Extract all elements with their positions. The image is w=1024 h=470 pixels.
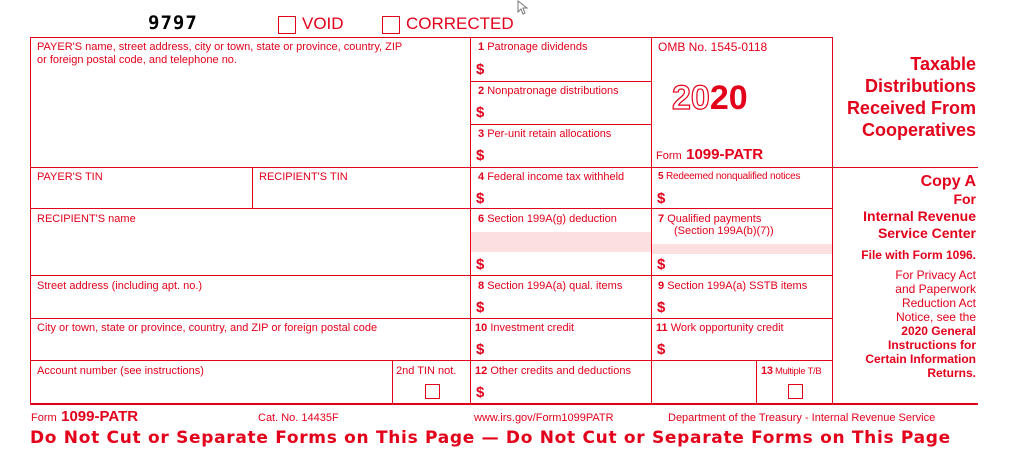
footer-warning: Do Not Cut or Separate Forms on This Page — Do Not Cut or Separate Forms on This Page	[30, 428, 951, 448]
box8-label: 8 Section 199A(a) qual. items	[478, 280, 623, 292]
city-label: City or town, state or province, country, and ZIP or foreign postal code	[37, 322, 378, 334]
box9-dollar: $	[657, 299, 666, 316]
box10-dollar: $	[476, 341, 485, 358]
box7-dollar: $	[657, 256, 666, 273]
box8-input[interactable]	[492, 299, 642, 315]
box10-input[interactable]	[492, 341, 642, 357]
form-title: Taxable Distributions Received From Cooperatives	[846, 54, 976, 140]
box8-dollar: $	[476, 299, 485, 316]
void-checkbox[interactable]	[278, 16, 296, 34]
second-tin-label: 2nd TIN not.	[396, 365, 457, 377]
account-label: Account number (see instructions)	[37, 365, 204, 377]
form-code: 9797	[148, 12, 198, 34]
footer-url[interactable]: www.irs.gov/Form1099PATR	[474, 412, 614, 424]
box1-label: 1 Patronage dividends	[478, 41, 588, 53]
payer-label-line1: PAYER'S name, street address, city or town, state or province, country, ZIP	[37, 41, 403, 53]
box13-checkbox[interactable]	[788, 384, 803, 399]
void-label: VOID	[302, 14, 344, 33]
box12-dollar: $	[476, 384, 485, 401]
city-input[interactable]	[37, 338, 462, 356]
account-input[interactable]	[37, 381, 387, 399]
omb-number: OMB No. 1545-0118	[658, 40, 768, 54]
payer-tin-label: PAYER'S TIN	[37, 171, 103, 183]
box13-label: 13 Multiple T/B	[761, 365, 822, 377]
form-name: Form 1099-PATR	[656, 146, 764, 163]
corrected-checkbox[interactable]	[382, 16, 400, 34]
box7-label: 7 Qualified payments (Section 199A(b)(7))	[658, 213, 774, 237]
box5-input[interactable]	[673, 190, 823, 206]
box12-input[interactable]	[492, 384, 747, 400]
footer-form-name: Form 1099-PATR	[31, 408, 139, 425]
box4-input[interactable]	[492, 190, 642, 206]
box6-input[interactable]	[492, 256, 642, 272]
box3-label: 3 Per-unit retain allocations	[478, 128, 612, 140]
payer-tin-input[interactable]	[37, 186, 242, 204]
box3-dollar: $	[476, 147, 485, 164]
box10-label: 10 Investment credit	[475, 322, 575, 334]
recipient-tin-label: RECIPIENT'S TIN	[259, 171, 348, 183]
street-label: Street address (including apt. no.)	[37, 280, 203, 292]
recipient-name-label: RECIPIENT'S name	[37, 213, 136, 225]
box1-input[interactable]	[492, 62, 642, 78]
box9-label: 9 Section 199A(a) SSTB items	[658, 280, 808, 292]
payer-label-line2: or foreign postal code, and telephone no.	[37, 54, 237, 66]
box2-dollar: $	[476, 104, 485, 121]
footer-dept: Department of the Treasury - Internal Revenue Service	[668, 412, 936, 424]
mouse-cursor-icon	[517, 0, 531, 16]
box11-dollar: $	[657, 341, 666, 358]
payer-field[interactable]	[37, 70, 462, 160]
box4-label: 4 Federal income tax withheld	[478, 171, 625, 183]
box2-label: 2 Nonpatronage distributions	[478, 85, 619, 97]
box12-label: 12 Other credits and deductions	[475, 365, 631, 377]
box11-label: 11 Work opportunity credit	[656, 322, 784, 334]
box6-label: 6 Section 199A(g) deduction	[478, 213, 617, 225]
second-tin-checkbox[interactable]	[425, 384, 440, 399]
box9-input[interactable]	[673, 299, 823, 315]
box7-shade	[652, 244, 832, 254]
box2-input[interactable]	[492, 105, 642, 121]
box5-dollar: $	[657, 190, 666, 207]
tax-year: 2020	[672, 79, 748, 117]
box7-input[interactable]	[673, 256, 823, 272]
street-input[interactable]	[37, 296, 462, 314]
recipient-tin-input[interactable]	[259, 186, 464, 204]
box3-input[interactable]	[492, 148, 642, 164]
box11-input[interactable]	[673, 341, 823, 357]
box6-shade	[471, 232, 651, 252]
recipient-name-input[interactable]	[37, 230, 462, 270]
box6-dollar: $	[476, 256, 485, 273]
box1-dollar: $	[476, 61, 485, 78]
corrected-label: CORRECTED	[406, 14, 514, 33]
box5-label: 5 Redeemed nonqualified notices	[658, 171, 801, 182]
copy-a-panel: Copy A For Internal Revenue Service Center File with Form 1096. For Privacy Act and Paperwork Reduction Act Notice, see the 2020 General Instructions for Certain Information Returns.	[861, 173, 976, 380]
box4-dollar: $	[476, 190, 485, 207]
footer-cat-no: Cat. No. 14435F	[258, 412, 339, 424]
